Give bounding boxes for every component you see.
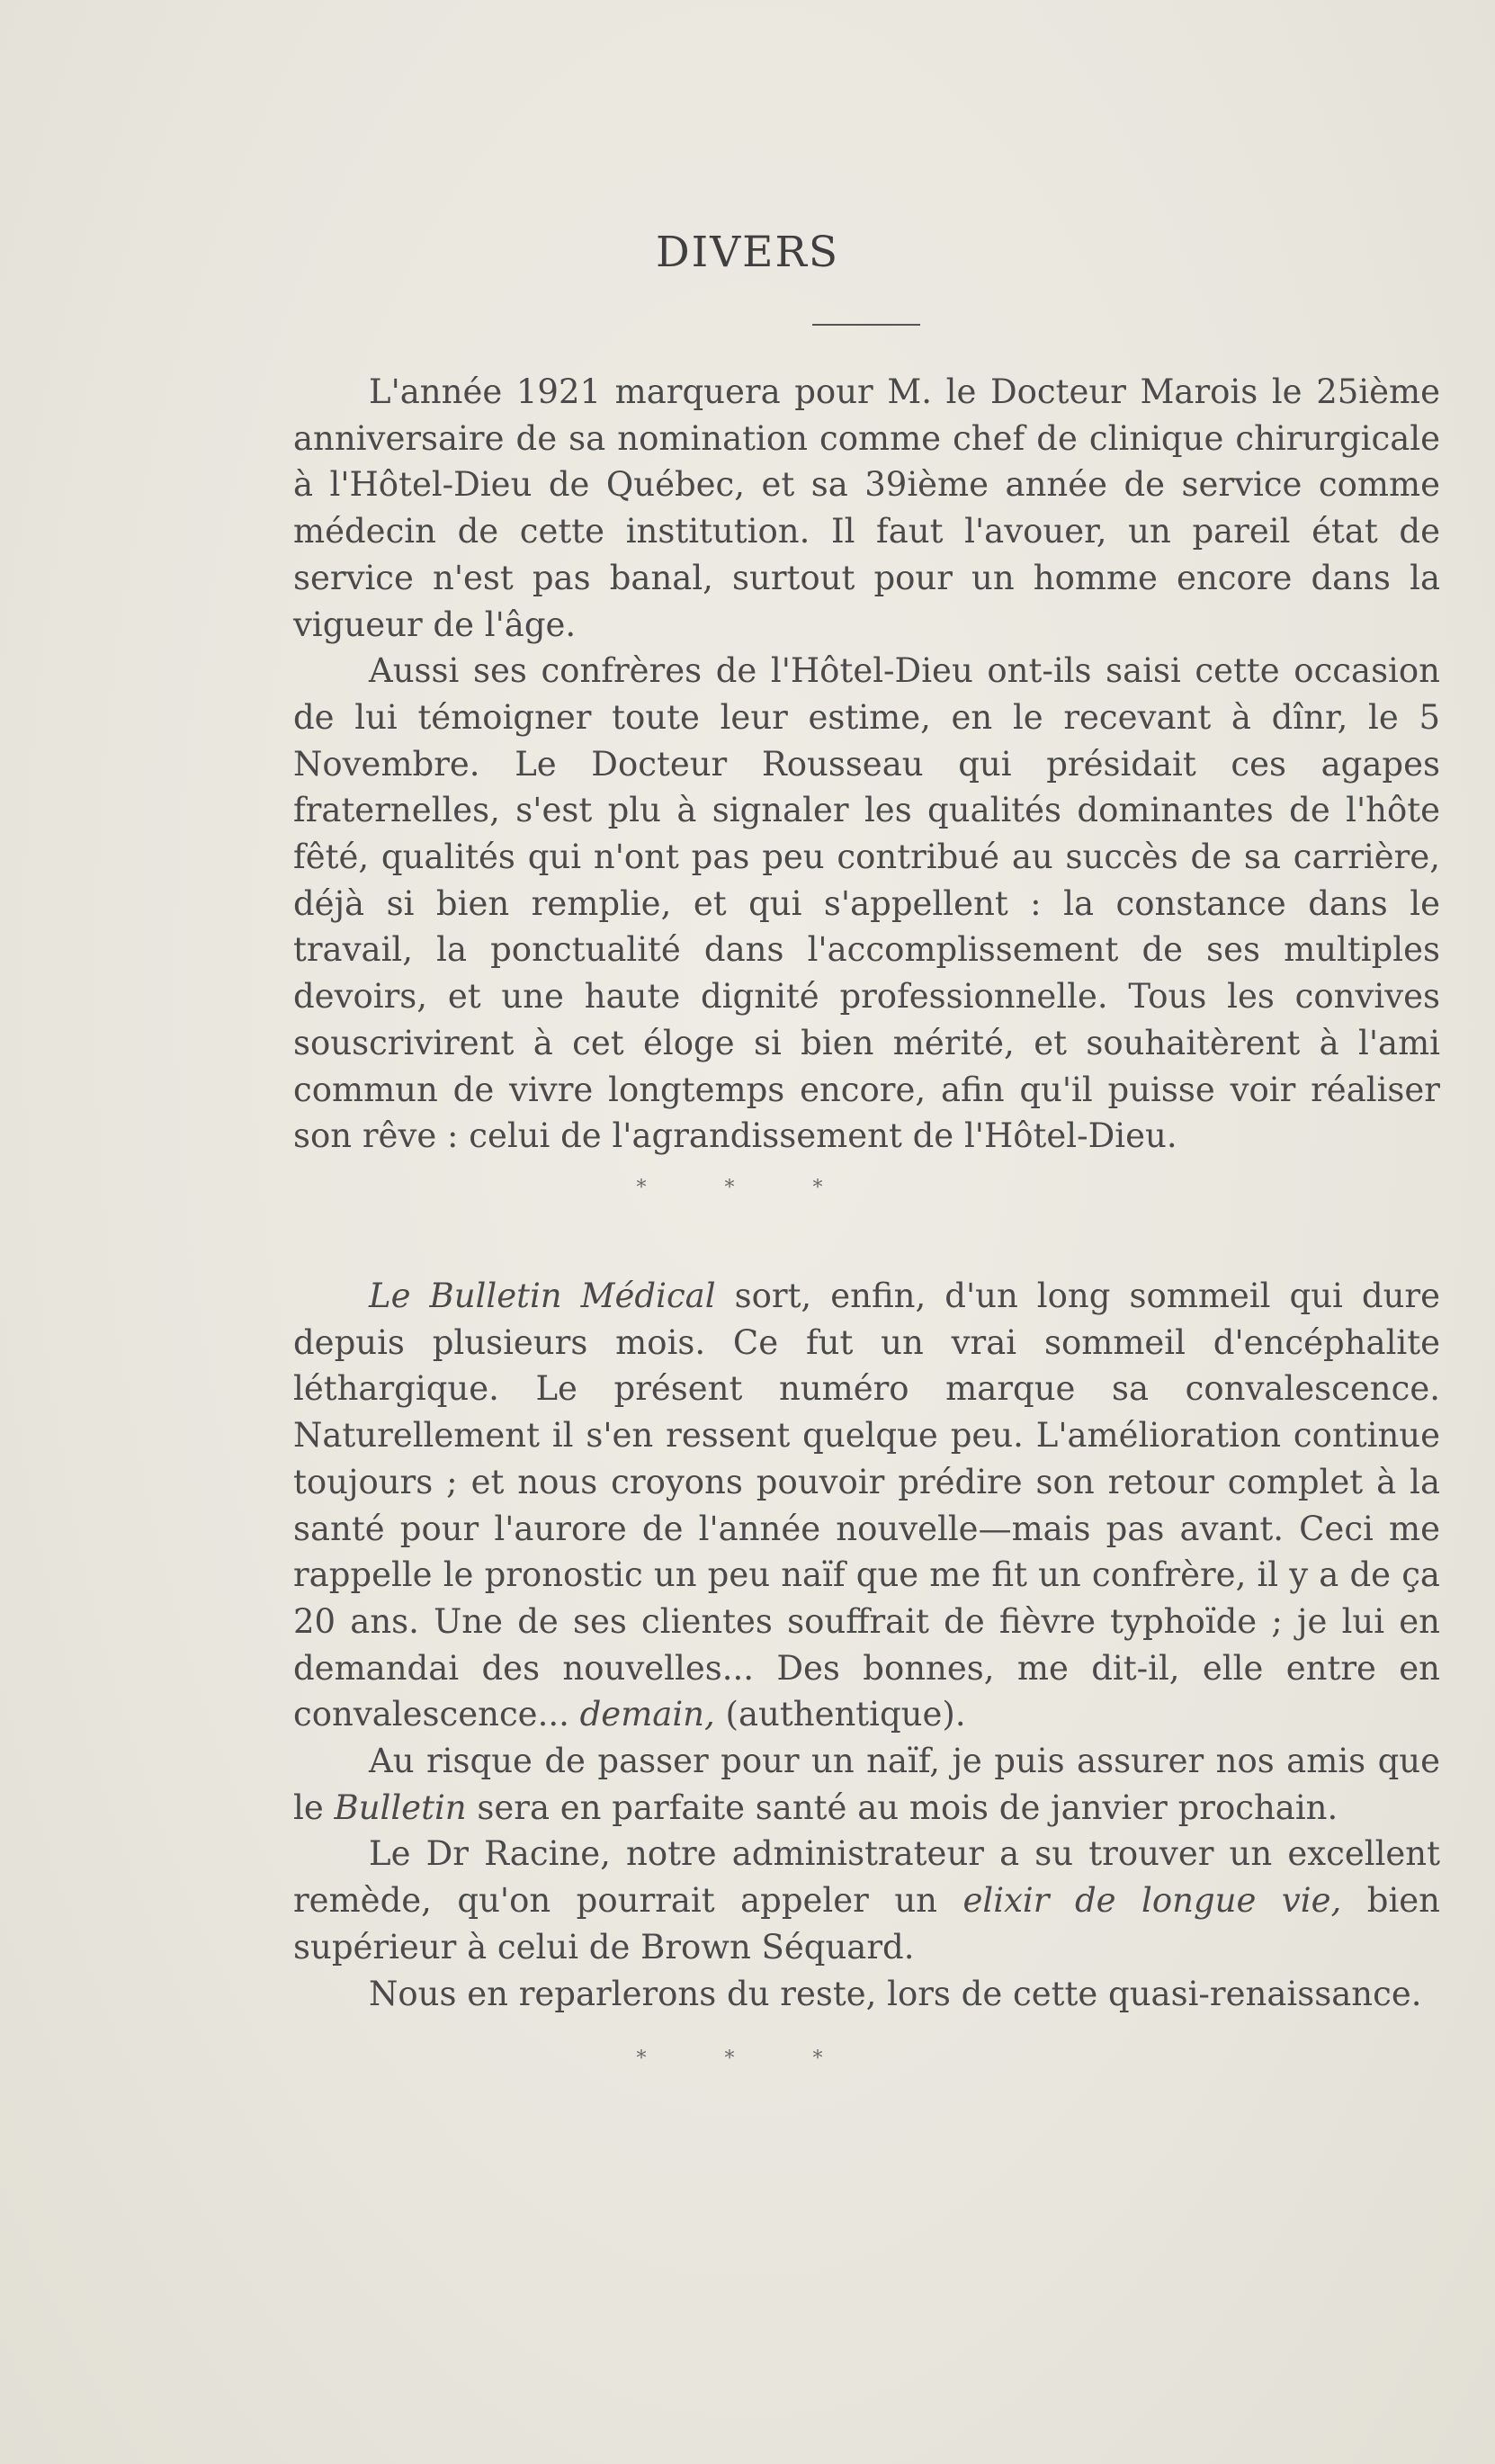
- bulletin-title-italic: Le Bulletin Médical: [369, 1277, 716, 1315]
- section-separator: * * *: [636, 1177, 859, 1199]
- paragraph-dinner: Aussi ses confrères de l'Hôtel-Dieu ont-ils saisi cette occasion de lui témoigner toute leur estime, en le recevant à dînr, le 5 Novembre. Le Docteur Rousseau qui présidait ces agapes fraternelles, s'est plu à signaler les qualités dominantes de l'hôte fêté, qualités qui n'ont pas peu contribué au succès de sa carrière, déjà si bien remplie, et qui s'appellent : la constance dans le travail, la ponctualité dans l'accomplissement de ses multiples devoirs, et une haute dignité professionnelle. Tous les convives souscrivirent à cet éloge si bien mérité, et souhaitèrent à l'ami commun de vivre longtemps encore, afin qu'il puisse voir réaliser son rêve : celui de l'agrandissement de l'Hôtel-Dieu.: [293, 651, 1440, 1156]
- bulletin-text-b: (authentique).: [714, 1695, 966, 1734]
- racine-text-b: bien supérieur à celui de Brown Séquard.: [293, 1881, 1441, 1967]
- paragraph-bulletin-sleep: [293, 1273, 1440, 1738]
- paragraph-bulletin-health: [293, 1738, 1440, 1831]
- bulletin-text-a: sort, enfin, d'un long sommeil qui dure depuis plusieurs mois. Ce fut un vrai sommeil d'encéphalite léthargique. Le présent numéro marque sa convalescence. Naturellement il s'en ressent quelque peu. L'amélioration continue toujours ; et nous croyons pouvoir prédire son retour complet à la santé pour l'aurore de l'année nouvelle—mais pas avant. Ceci me rappelle le pronostic un peu naïf que me fit un confrère, il y a de ça 20 ans. Une de ses clientes souffrait de fièvre typhoïde ; je lui en demandai des nouvelles... Des bonnes, me dit-il, elle entre en convalescence...: [293, 1277, 1440, 1734]
- bulletin-italic: Bulletin: [334, 1788, 467, 1827]
- health-text-a: Au risque de passer pour un naïf, je puis assurer nos amis que le: [293, 1742, 1440, 1827]
- section-separator-end: * * *: [636, 2047, 859, 2070]
- section-marois: [293, 369, 1440, 1160]
- health-text-b: sera en parfaite santé au mois de janvier prochain.: [466, 1788, 1338, 1827]
- paragraph-renaissance: Nous en reparlerons du reste, lors de cette quasi-renaissance.: [369, 1974, 1422, 2013]
- section-bulletin: [293, 1273, 1440, 2017]
- paragraph-anniversary: L'année 1921 marquera pour M. le Docteur Marois le 25ième anniversaire de sa nomination comme chef de clinique chirurgicale à l'Hôtel-Dieu de Québec, et sa 39ième année de service comme médecin de cette institution. Il faut l'avouer, un pareil état de service n'est pas banal, surtout pour un homme encore dans la vigueur de l'âge.: [293, 372, 1440, 644]
- racine-text-a: Le Dr Racine, notre administrateur a su trouver un excellent remède, qu'on pourrait appeler un: [293, 1834, 1440, 1921]
- elixir-italic: elixir de longue vie,: [962, 1881, 1342, 1921]
- demain-italic: demain,: [579, 1695, 715, 1734]
- page-title: DIVERS: [655, 228, 840, 277]
- title-divider: [812, 324, 920, 326]
- paragraph-racine: [293, 1831, 1440, 1970]
